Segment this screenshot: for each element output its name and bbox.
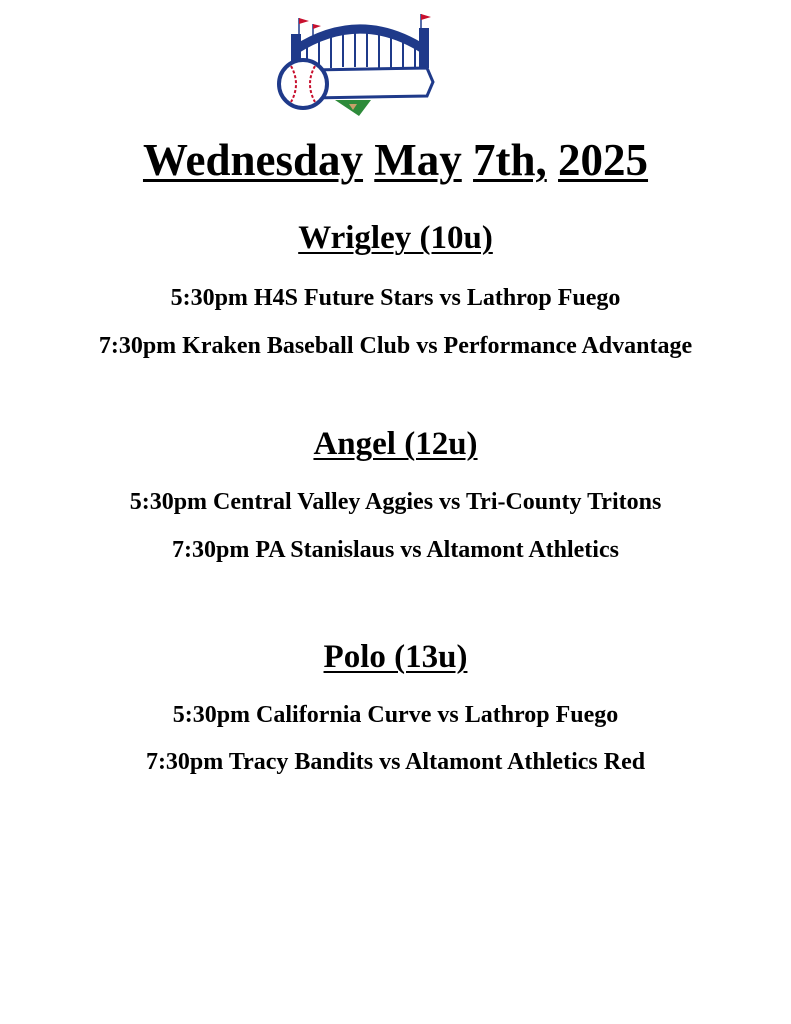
page-title — [0, 132, 791, 188]
game-listing: 5:30pm Central Valley Aggies vs Tri-County Tritons — [129, 489, 662, 515]
game-listing: 5:30pm California Curve vs Lathrop Fuego — [172, 702, 619, 728]
field-heading-wrigley: Wrigley (10u) — [298, 220, 493, 256]
game-listing: 5:30pm H4S Future Stars vs Lathrop Fuego — [170, 285, 621, 311]
title-year: 2025 — [558, 135, 649, 185]
field-heading-polo: Polo (13u) — [323, 639, 468, 675]
title-date: 7th, — [473, 135, 547, 185]
big-league-dreams-logo — [277, 12, 443, 124]
game-listing: 7:30pm Tracy Bandits vs Altamont Athletics Red — [145, 749, 646, 775]
title-month: May — [374, 135, 462, 185]
field-heading-angel: Angel (12u) — [313, 426, 478, 462]
title-day: Wednesday — [142, 135, 364, 185]
game-listing: 7:30pm Kraken Baseball Club vs Performance Advantage — [98, 333, 693, 359]
game-listing: 7:30pm PA Stanislaus vs Altamont Athletics — [172, 537, 619, 563]
